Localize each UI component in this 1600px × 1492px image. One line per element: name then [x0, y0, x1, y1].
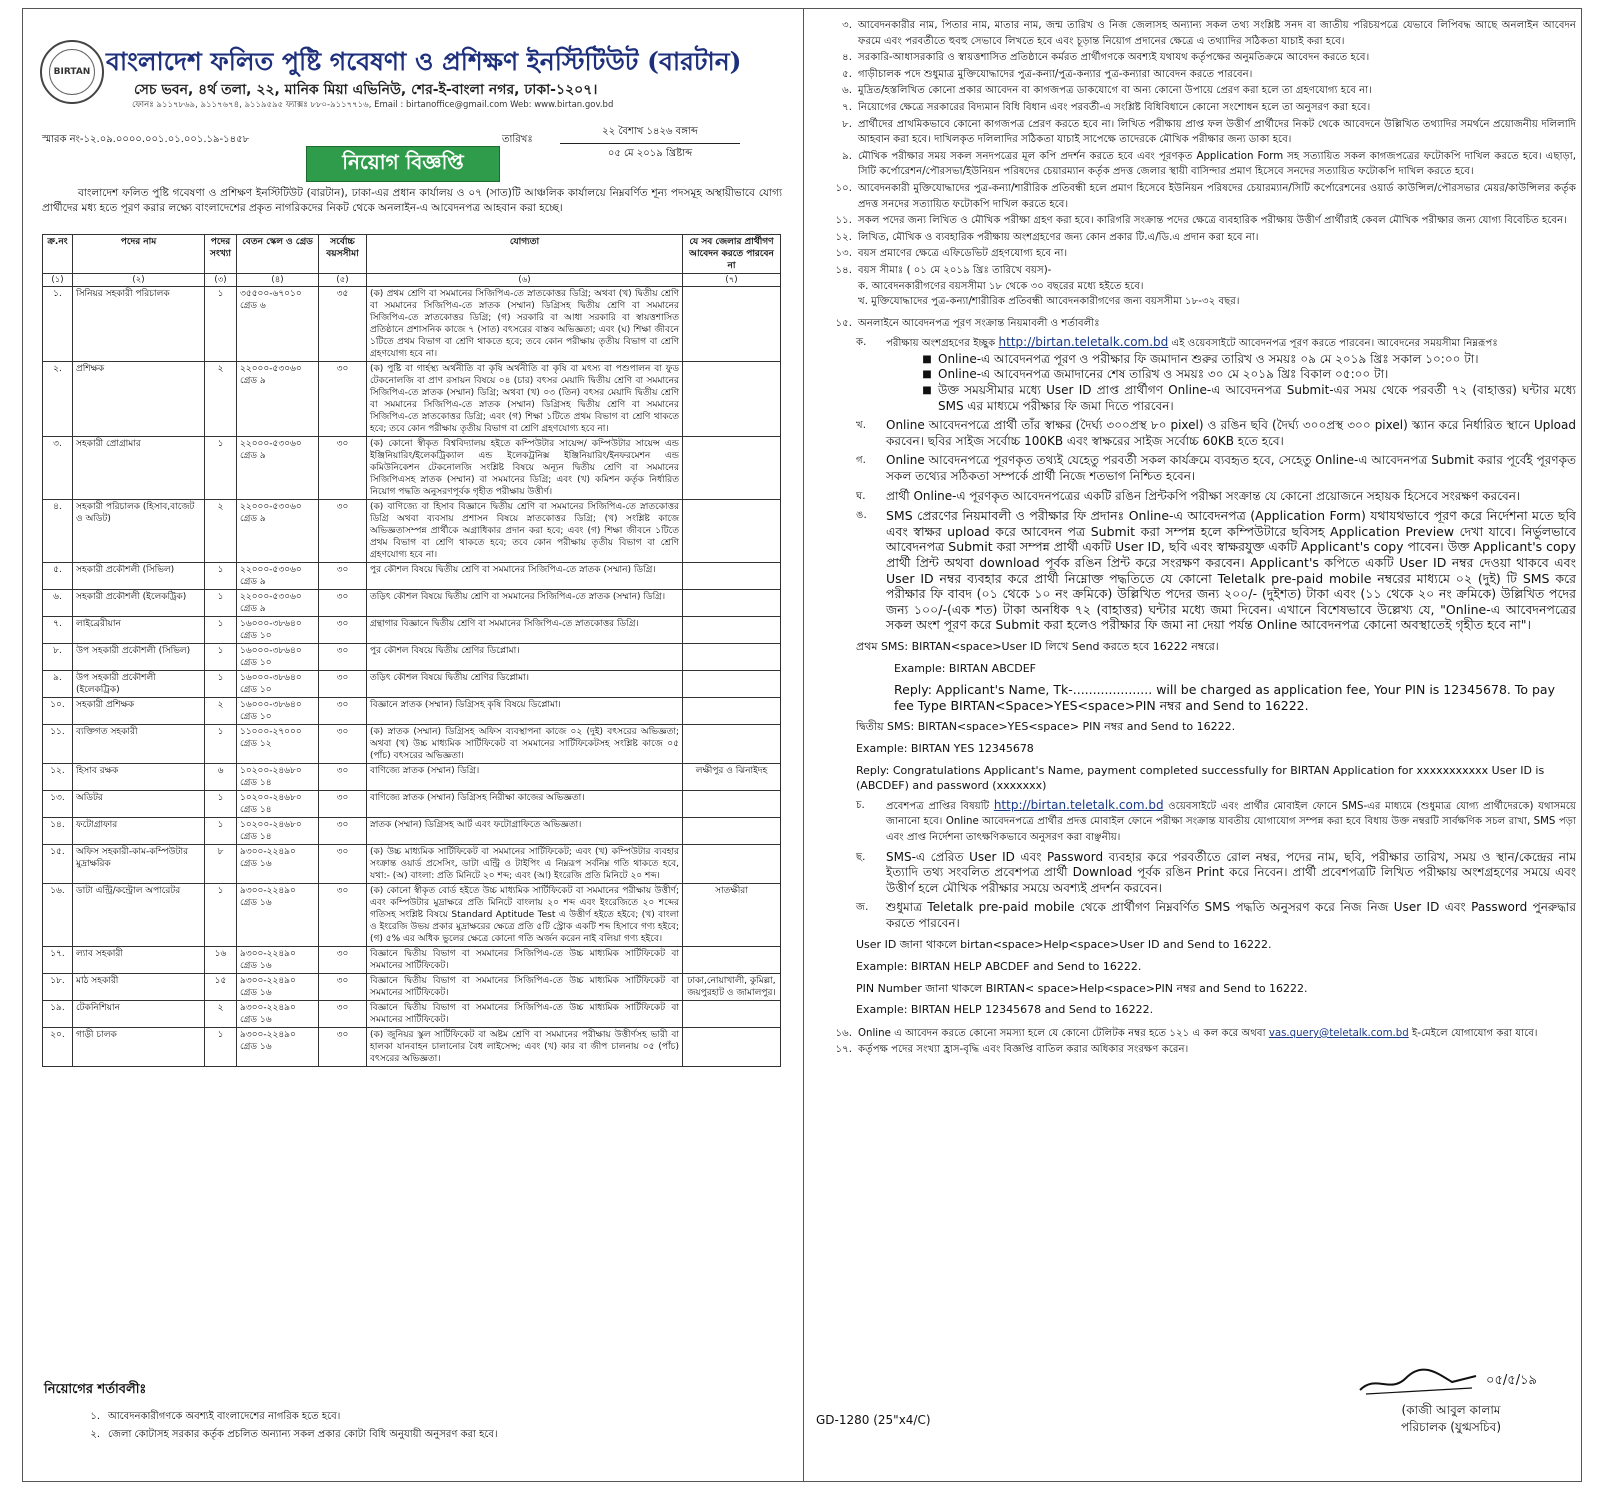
rule-15-cha: চ. প্রবেশপত্র প্রাপ্তির বিষয়টি http://birtan.teletalk.com.bd ওয়েবসাইটে এবং প্রার্থীর মোবাইল ফোনে SMS-এর মাধ্যমে (শুধুমাত্র যোগ্য প্রার্থীদেরকে) যথাসময়ে জানানো হবে। Online আবেদনপত্রে প্রার্থীর প্রদত্ত মোবাইল ফোনে পরীক্ষা সংক্রান্ত যাবতীয় যোগাযোগ সম্পন্ন করা হবে বিধায় উক্ত নম্বরটি সার্বক্ষণিক সচল রাখা, SMS পড়া এবং প্রাপ্ত নির্দেশনা তাৎক্ষণিকভাবে অনুসরণ করা বাঞ্ছনীয়। [856, 797, 1576, 843]
conditions-title: নিয়োগের শর্তাবলীঃ [44, 1382, 147, 1397]
cell-post: সহকারী প্রশিক্ষক [73, 698, 205, 725]
col-header-count: পদের সংখ্যা [205, 235, 237, 274]
rule-15-chha: ছ. SMS-এ প্রেরিত User ID এবং Password ব্যবহার করে পরবর্তীতে রোল নম্বর, পদের নাম, ছবি, পরীক্ষার তারিখ, সময় ও স্থান/কেন্দ্রের নাম ইত্যাদি তথ্য সংবলিত প্রবেশপত্র প্রার্থী Download পূর্বক রঙিন Print করে নিবেন। প্রার্থী প্রবেশপত্রটি লিখিত পরীক্ষায় অংশগ্রহণের সময়ে এবং উত্তীর্ণ হলে মৌখিক পরীক্ষার সময়ে অবশ্যই প্রদর্শন করবেন। [856, 849, 1576, 895]
cell-qualification: (ক) বাণিজ্যে বা হিসাব বিজ্ঞানে দ্বিতীয় শ্রেণি বা সমমানের সিজিপিএ-তে স্নাতকোত্তর ডিগ্রি অথবা ব্যবসায় প্রশাসন বিষয়ে স্নাতকোত্তর ডিগ্রি; (খ) সংশ্লিষ্ট কাজে অভিজ্ঞতাসম্পন্ন প্রার্থীকে অগ্রাধিকার প্রদান করা হবে; এবং (গ) শিক্ষা জীবনে ১টিতে প্রথম বিভাগ বা শ্রেণি থাকতে হবে; তবে কোন পরীক্ষায় তৃতীয় বিভাগ বা শ্রেণি গ্রহণযোগ্য হবে না। [367, 500, 683, 563]
cell-age: ৩০ [319, 563, 367, 590]
cell-district [683, 644, 781, 671]
rule-item: ১১. সকল পদের জন্য লিখিত ও মৌখিক পরীক্ষা গ্রহণ করা হবে। কারিগরি সংক্রান্ত পদের ক্ষেত্রে ব্যবহারিক পরীক্ষায় উত্তীর্ণ প্রার্থীরাই কেবল মৌখিক পরীক্ষার জন্য যোগ্য বিবেচিত হবেন। [835, 215, 1567, 227]
cell-count: ১ [205, 563, 237, 590]
cell-age: ৩৫ [319, 287, 367, 362]
notice-title: নিয়োগ বিজ্ঞপ্তি [306, 146, 500, 182]
cell-sl: ১২. [43, 764, 73, 791]
cell-district [683, 1001, 781, 1028]
table-row [43, 974, 781, 1001]
cell-district [683, 437, 781, 500]
cell-count: ১ [205, 671, 237, 698]
cell-qualification: বিজ্ঞানে স্নাতক (সম্মান) ডিগ্রিসহ কৃষি বিষয়ে ডিপ্লোমা। [367, 698, 683, 725]
cell-count: ১ [205, 437, 237, 500]
cell-district [683, 818, 781, 845]
table-row [43, 590, 781, 617]
rule-item: ৪. সরকারি-আধাসরকারি ও স্বায়ত্তশাসিত প্রতিষ্ঠানে কর্মরত প্রার্থীগণকে অবশ্যই যথাযথ কর্তৃপক্ষের অনুমতিক্রমে আবেদন করতে হবে। [842, 52, 1370, 64]
cell-sl: ১১. [43, 725, 73, 764]
cell-post: টেকনিশিয়ান [73, 1001, 205, 1028]
cell-district [683, 725, 781, 764]
table-row [43, 362, 781, 437]
left-column [36, 14, 788, 1476]
cell-district [683, 1028, 781, 1067]
cell-post: ব্যক্তিগত সহকারী [73, 725, 205, 764]
cell-count: ১ [205, 1028, 237, 1067]
rule-15-kha: খ. Online আবেদনপত্রে প্রার্থী তাঁর স্বাক্ষর (দৈর্ঘ্য ৩০০প্রস্থ ৮০ pixel) ও রঙিন ছবি (দৈর্ঘ্য ৩০০প্রস্থ ৩০০ pixel) স্ক্যান করে নির্ধারিত স্থানে Upload করবেন। ছবির সাইজ সর্বোচ্চ 100KB এবং স্বাক্ষরের সাইজ সর্বোচ্চ 60KB হতে হবে। [856, 418, 1576, 448]
cell-qualification: (ক) প্রথম শ্রেণি বা সমমানের সিজিপিএ-তে স্নাতকোত্তর ডিগ্রি; অথবা (খ) দ্বিতীয় শ্রেণি বা সমমানের সিজিপিএ-তে স্নাতক (সম্মান) ডিগ্রিসহ দ্বিতীয় শ্রেণি বা সমমানের সিজিপিএ-তে স্নাতকোত্তর ডিগ্রি; (গ) সরকারি বা আধা সরকারি বা স্বায়ত্তশাসিত প্রতিষ্ঠানে প্রশাসনিক কাজে ৭ (সাত) বৎসরের বাস্তব অভিজ্ঞতা; এবং (ঘ) শিক্ষা জীবনে ১টিতে প্রথম বিভাগ বা শ্রেণি থাকতে হবে; তবে কোন পরীক্ষায় তৃতীয় বিভাগ বা শ্রেণি গ্রহণযোগ্য হবে না। [367, 287, 683, 362]
cell-district [683, 671, 781, 698]
cell-count: ১৫ [205, 974, 237, 1001]
rule-15-ga: গ. Online আবেদনপত্রে পূরণকৃত তথ্যই যেহেতু পরবর্তী সকল কার্যক্রমে ব্যবহৃত হবে, সেহেতু Online-এ আবেদনপত্র Submit করার পূর্বেই পূরণকৃত সকল তথ্যের সঠিকতা সম্পর্কে প্রার্থী নিজে শতভাগ নিশ্চিত হবেন। [856, 453, 1576, 484]
cell-age: ৩০ [319, 791, 367, 818]
org-address: সেচ ভবন, ৪র্থ তলা, ২২, মানিক মিয়া এভিনিউ, শের-ই-বাংলা নগর, ঢাকা-১২০৭। [134, 82, 598, 98]
cell-age: ৩০ [319, 590, 367, 617]
cell-age: ৩০ [319, 671, 367, 698]
cell-post: ল্যাব সহকারী [73, 947, 205, 974]
gd-code: GD-1280 (25"x4/C) [816, 1413, 931, 1427]
cell-count: ২ [205, 698, 237, 725]
cell-age: ৩০ [319, 500, 367, 563]
cell-scale: ১১০০০-২৭০০০ গ্রেড ১২ [237, 725, 319, 764]
cell-scale: ৯৩০০-২২৪৯০ গ্রেড ১৬ [237, 974, 319, 1001]
cell-age: ৩০ [319, 362, 367, 437]
cell-district: ঢাকা,নোয়াখালী, কুমিল্লা, জয়পুরহাট ও জামালপুর। [683, 974, 781, 1001]
date-english: ০৫ মে ২০১৯ খ্রিষ্টাব্দ [607, 148, 693, 159]
cell-sl: ৯. [43, 671, 73, 698]
table-row [43, 644, 781, 671]
birtan-logo-icon [40, 40, 104, 104]
condition-item: ১. আবেদনকারীগণকে অবশ্যই বাংলাদেশের নাগরিক হতে হবে। [90, 1411, 341, 1422]
cell-count: ২ [205, 362, 237, 437]
rule-15-ja: জ. শুধুমাত্র Teletalk pre-paid mobile থেকে প্রার্থীগণ নিম্নবর্ণিত SMS পদ্ধতি অনুসরণ করে নিজ নিজ User ID এবং Password পুনরুদ্ধার করতে পারবেন। [856, 900, 1576, 930]
cell-qualification: স্নাতক (সম্মান) ডিগ্রিসহ আর্ট এবং ফটোগ্রাফিতে অভিজ্ঞতা। [367, 818, 683, 845]
cell-scale: ১৬০০০-৩৮৬৪০ গ্রেড ১০ [237, 617, 319, 644]
cell-qualification: বাণিজ্যে স্নাতক (সম্মান) ডিগ্রি। [367, 764, 683, 791]
table-row [43, 617, 781, 644]
rules-list [816, 18, 1576, 262]
table-body [43, 287, 781, 1067]
cell-district [683, 590, 781, 617]
cell-post: সহকারী প্রকৌশলী (ইলেকট্রিক) [73, 590, 205, 617]
cell-post: লাইব্রেরীয়ান [73, 617, 205, 644]
cell-count: ২ [205, 500, 237, 563]
org-contact: ফোনঃ ৯১১৭৮৬৯, ৯১১৭৬৭৪, ৯১১৯৫৯৫ ফ্যাক্সঃ ৮৮০-৯১১৭৭১৬, Email : birtanoffice@gmail.com Web: www.birtan.gov.bd [132, 100, 614, 110]
cell-sl: ৪. [43, 500, 73, 563]
rule-15-ka: ক. পরীক্ষায় অংশগ্রহণের ইচ্ছুক http://birtan.teletalk.com.bd এই ওয়েবসাইটে আবেদনপত্র পূরণ করতে পারবেন। আবেদনের সময়সীমা নিম্নরূপঃ ■ Online-এ আবেদনপত্র পূরণ ও পরীক্ষার ফি জমাদান শুরুর তারিখ ও সময়ঃ ০৯ মে ২০১৯ খ্রিঃ সকাল ১০:০০ টা। ■ Online-এ আবেদনপত্র জমাদানের শেষ তারিখ ও সময়ঃ ৩০ মে ২০১৯ খ্রিঃ বিকাল ০৫:০০ টা। ■ উক্ত সময়সীমার মধ্যে User ID প্রাপ্ত প্রার্থীগণ Online-এ আবেদনপত্র Submit-এর সময় থেকে পরবর্তী ৭২ (বাহাত্তর) ঘন্টার মধ্যে SMS এর মাধ্যমে পরীক্ষার ফি জমা দিতে পারবেন। [856, 335, 1576, 413]
cell-district [683, 563, 781, 590]
cell-qualification: (ক) কোনো স্বীকৃত বোর্ড হইতে উচ্চ মাধ্যমিক সার্টিফিকেট বা সমমানের পরীক্ষায় উত্তীর্ণ; এবং কম্পিউটার মুদ্রাক্ষরে প্রতি মিনিটে বাংলায় ২০ শব্দ এবং ইংরেজিতে ২০ শব্দের গতিসহ সংশ্লিষ্ট বিষয়ে Standard Aptitude Test এ উত্তীর্ণ হইতে হইবে; (খ) বাংলা ও ইংরেজি উভয় প্রকার মুদ্রাক্ষরের ক্ষেত্রে প্রতি ৫টি স্ট্রোক একটি শব্দ হিসাবে গণ্য হইবে; (গ) ৫% এর অধিক ভুলের ক্ষেত্রে কোনো গতি অর্জন করেন নাই বলিয়া গণ্য হইবে। [367, 884, 683, 947]
signature-icon [1336, 1364, 1566, 1402]
cell-sl: ১০. [43, 698, 73, 725]
org-name: বাংলাদেশ ফলিত পুষ্টি গবেষণা ও প্রশিক্ষণ ইনস্টিটিউট (বারটান) [106, 47, 742, 76]
cell-count: ১ [205, 617, 237, 644]
cell-sl: ২. [43, 362, 73, 437]
cell-post: ডাটা এন্ট্রি/কন্ট্রোল অপারেটর [73, 884, 205, 947]
cell-sl: ৫. [43, 563, 73, 590]
cell-post: অডিটর [73, 791, 205, 818]
cell-district: লক্ষীপুর ও ঝিনাইদহ [683, 764, 781, 791]
rule-item: ১২. লিখিত, মৌখিক ও ব্যবহারিক পরীক্ষায় অংশগ্রহণের জন্য কোন প্রকার টি.এ/ডি.এ প্রদান করা হবে না। [835, 231, 1259, 243]
table-row [43, 437, 781, 500]
table-row [43, 563, 781, 590]
intro-paragraph: বাংলাদেশ ফলিত পুষ্টি গবেষণা ও প্রশিক্ষণ ইনস্টিটিউট (বারটান), ঢাকা-এর প্রধান কার্যালয় ও ০৭ (সাত)টি আঞ্চলিক কার্যালয়ে নিম্নবর্ণিত শূন্য পদসমূহ অস্থায়ীভাবে যোগ্য প্রার্থীদের মধ্য হতে পূরণ করার লক্ষ্যে বাংলাদেশের প্রকৃত নাগরিকদের নিকট থেকে অনলাইন-এ আবেদনপত্র আহবান করা হচ্ছে। [42, 187, 782, 214]
table-row [43, 287, 781, 362]
cell-scale: ২২০০০-৫৩০৬০ গ্রেড ৯ [237, 500, 319, 563]
cell-qualification: পুর কৌশল বিষয়ে দ্বিতীয় শ্রেণির ডিপ্লোমা। [367, 644, 683, 671]
cell-district [683, 791, 781, 818]
table-row [43, 764, 781, 791]
cell-count: ৮ [205, 845, 237, 884]
cell-district [683, 500, 781, 563]
cell-sl: ১৮. [43, 974, 73, 1001]
cell-scale: ৯৩০০-২২৪৯০ গ্রেড ১৬ [237, 845, 319, 884]
cell-post: উপ সহকারী প্রকৌশলী (ইলেকট্রিক) [73, 671, 205, 698]
col-number: (৩) [205, 274, 237, 287]
cell-district [683, 617, 781, 644]
rule-item: ১০. আবেদনকারী মুক্তিযোদ্ধাদের পুত্র-কন্যা/শারীরিক প্রতিবন্ধী হলে প্রমাণ হিসেবে ইউনিয়ন পরিষদের চেয়ারম্যান/সিটি কর্পোরেশনের ওয়ার্ড কাউন্সিল/পৌরসভার মেয়র/কাউন্সিলর কর্তৃক প্রদত্ত সনদের সত্যায়িত ফটোকপি দাখিল করতে হবে। [835, 182, 1576, 210]
cell-sl: ১৩. [43, 791, 73, 818]
signature-block [1336, 1364, 1566, 1436]
cell-age: ৩০ [319, 1001, 367, 1028]
table-row [43, 791, 781, 818]
cell-scale: ৯৩০০-২২৪৯০ গ্রেড ১৬ [237, 884, 319, 947]
col-header-scale: বেতন স্কেল ও গ্রেড [237, 235, 319, 274]
help-pin: PIN Number জানা থাকলে BIRTAN< space>Help<space>PIN নম্বর and Send to 16222. [856, 981, 1308, 995]
rule-15: ১৫. অনলাইনে আবেদনপত্র পূরণ সংক্রান্ত নিয়মাবলী ও শর্তাবলীঃ [816, 316, 1576, 332]
cell-sl: ১৭. [43, 947, 73, 974]
rule-item: ৯. মৌখিক পরীক্ষার সময় সকল সনদপত্রের মূল কপি প্রদর্শন করতে হবে এবং পূরণকৃত Application Form সহ সত্যায়িত সকল কাগজপত্রের ফটোকপি দাখিল করতে হবে। এছাড়া, সিটি কর্পোরেশন/পৌরসভা/ইউনিয়ন পরিষদের চেয়ারম্যান কর্তৃক প্রদত্ত জেলার স্থায়ী বাসিন্দার প্রমাণ হিসেবে সনদের সত্যায়িত ফটোকপি দাখিল করতে হবে। [842, 150, 1576, 178]
rule-16: ১৬. Online এ আবেদন করতে কোনো সমস্যা হলে যে কোনো টেলিটক নম্বর হতে ১২১ এ কল করে অথবা vas.query@teletalk.com.bd ই-মেইলে যোগাযোগ করা যাবে। [835, 1027, 1538, 1039]
schedule-bullet: ■ Online-এ আবেদনপত্র পূরণ ও পরীক্ষার ফি জমাদান শুরুর তারিখ ও সময়ঃ ০৯ মে ২০১৯ খ্রিঃ সকাল ১০:০০ টা। [922, 351, 1479, 366]
sms-reply-1: Reply: Applicant's Name, Tk-.................... will be charged as application fee, Your PIN is 12345678. To pay fee Type BIRTAN<Space>YES<space>PIN নম্বর and Send to 16222. [894, 682, 1555, 713]
right-column [816, 18, 1576, 1473]
table-row [43, 500, 781, 563]
date-bangla: ২২ বৈশাখ ১৪২৬ বঙ্গাব্দ [560, 122, 740, 144]
cell-qualification: বিজ্ঞানে দ্বিতীয় বিভাগ বা সমমানের সিজিপিএ-তে উচ্চ মাধ্যমিক সার্টিফিকেট বা সমমানের সার্টিফিকেট। [367, 1001, 683, 1028]
cell-qualification: (ক) পুষ্টি বা গার্হস্থ্য অর্থনীতি বা কৃষি অর্থনীতি বা কৃষি বা মৎস্য বা পশুপালন বা ফুড টেকনোলজি বা প্রাণ রসায়ন বিষয়ে ০৪ (চার) বৎসর মেয়াদি দ্বিতীয় শ্রেণি বা সমমানের সিজিপিএ-তে স্নাতক (সম্মান) ডিগ্রি; অথবা (খ) ০৩ (তিন) বৎসর মেয়াদি দ্বিতীয় শ্রেণি বা সমমানের সিজিপিএ-তে স্নাতক (সম্মান) ডিগ্রিসহ দ্বিতীয় শ্রেণি বা সমমানের সিজিপিএ-তে স্নাতকোত্তর ডিগ্রি; এবং (গ) শিক্ষা ১টিতে প্রথম বিভাগ বা শ্রেণি থাকতে হবে; তবে কোন পরীক্ষায় তৃতীয় বিভাগ বা শ্রেণি গ্রহণযোগ্য হবে না। [367, 362, 683, 437]
rule-14-text: বয়স সীমাঃ ( ০১ মে ২০১৯ খ্রিঃ তারিখে বয়স)- [858, 264, 1052, 276]
col-number: (২) [73, 274, 205, 287]
sms-example-1: Example: BIRTAN ABCDEF [894, 661, 1036, 675]
cell-qualification: (ক) স্নাতক (সম্মান) ডিগ্রিসহ অফিস ব্যবস্থাপনা কাজে ০২ (দুই) বৎসরের অভিজ্ঞতা; অথবা (খ) উচ্চ মাধ্যমিক সার্টিফিকেট বা সমমানের সার্টিফিকেটসহ সংশ্লিষ্ট কাজে ০৫ (পাঁচ) বৎসরের অভিজ্ঞতা। [367, 725, 683, 764]
cell-qualification: বিজ্ঞানে দ্বিতীয় বিভাগ বা সমমানের সিজিপিএ-তে উচ্চ মাধ্যমিক সার্টিফিকেট বা সমমানের সার্টিফিকেট। [367, 974, 683, 1001]
help-example-1: Example: BIRTAN HELP ABCDEF and Send to 16222. [856, 960, 1142, 974]
cell-post: গাড়ী চালক [73, 1028, 205, 1067]
cell-age: ৩০ [319, 884, 367, 947]
col-number: (৭) [683, 274, 781, 287]
cell-post: সহকারী প্রকৌশলী (সিভিল) [73, 563, 205, 590]
cell-qualification: তড়িৎ কৌশল বিষয়ে দ্বিতীয় শ্রেণি বা সমমানের সিজিপিএ-তে স্নাতক (সম্মান) ডিগ্রি। [367, 590, 683, 617]
cell-count: ১ [205, 725, 237, 764]
cell-scale: ২২০০০-৫৩০৬০ গ্রেড ৯ [237, 362, 319, 437]
cell-scale: ৯৩০০-২২৪৯০ গ্রেড ১৬ [237, 947, 319, 974]
cell-age: ৩০ [319, 845, 367, 884]
cell-qualification: (ক) কোনো স্বীকৃত বিশ্ববিদ্যালয় হইতে কম্পিউটার সায়েন্স/ কম্পিউটার সায়েন্স এন্ড ইঞ্জিনিয়ারিং/ইলেকট্রিক্যাল এন্ড ইলেকট্রনিক্স ইঞ্জিনিয়ারিং/ইনফরমেশন এন্ড কমিউনিকেশন টেকনোলজি সংশ্লিষ্ট বিষয়ে অন্যূন দ্বিতীয় শ্রেণি বা সমমানের সিজিপিএসহ স্নাতক (সম্মান) বা সমমানের ডিগ্রি; এবং (খ) কমিশন কর্তৃক নির্ধারিত নিয়োগ পদ্ধতি অনুসরণপূর্বক গৃহীত পরীক্ষায় উত্তীর্ণ। [367, 437, 683, 500]
signature-date: ০৫/৫/১৯ [1486, 1373, 1537, 1388]
cell-district [683, 698, 781, 725]
cell-scale: ২২০০০-৫৩০৬০ গ্রেড ৯ [237, 437, 319, 500]
rule-17: ১৭. কর্তৃপক্ষ পদের সংখ্যা হ্রাস-বৃদ্ধি এবং বিজ্ঞপ্তি বাতিল করার অধিকার সংরক্ষণ করেন। [835, 1044, 1189, 1056]
cell-district [683, 947, 781, 974]
cell-scale: ৯৩০০-২২৪৯০ গ্রেড ১৬ [237, 1001, 319, 1028]
cell-scale: ১০২০০-২৪৬৮০ গ্রেড ১৪ [237, 818, 319, 845]
cell-age: ৩০ [319, 1028, 367, 1067]
cell-post: হিসাব রক্ষক [73, 764, 205, 791]
column-divider [803, 8, 804, 1482]
cell-post: মাঠ সহকারী [73, 974, 205, 1001]
cell-age: ৩০ [319, 644, 367, 671]
table-header-row [43, 235, 781, 274]
sms-example-2: Example: BIRTAN YES 12345678 [856, 741, 1034, 755]
cell-age: ৩০ [319, 818, 367, 845]
cell-age: ৩০ [319, 947, 367, 974]
cell-district: সাতক্ষীরা [683, 884, 781, 947]
cell-qualification: (ক) উচ্চ মাধ্যমিক সার্টিফিকেট বা সমমানের সার্টিফিকেট; এবং (খ) কম্পিউটার ব্যবহার সংক্রান্ত ওয়ার্ড প্রসেসিং, ডাটা এন্ট্রি ও টাইপিং এ নিম্নরূপ সর্বনিম্ন গতি থাকতে হবে, যথা:- (অ) বাংলা: প্রতি মিনিটে ২০ শব্দ; এবং (আ) ইংরেজি প্রতি মিনিটে ২০ শব্দ। [367, 845, 683, 884]
cell-scale: ৯৩০০-২২৪৯০ গ্রেড ১৬ [237, 1028, 319, 1067]
table-number-row [43, 274, 781, 287]
rule-15-umo: ঙ. SMS প্রেরণের নিয়মাবলী ও পরীক্ষার ফি প্রদানঃ Online-এ আবেদনপত্র (Application Form) যথাযথভাবে পূরণ করে নির্দেশনা মতে ছবি এবং স্বাক্ষর upload করে আবেদন পত্র Submit করা সম্পন্ন হলে কম্পিউটারে ছবিসহ Application Preview দেখা যাবে। নির্ভুলভাবে আবেদনপত্র Submit করা সম্পন্ন প্রার্থী একটি User ID, ছবি এবং স্বাক্ষরযুক্ত একটি Applicant's copy পাবেন। উক্ত Applicant's copy প্রার্থী প্রিন্ট অথবা download পূর্বক রঙিন প্রিন্ট করে সংরক্ষণ করবেন। Applicant's কপিতে একটি User ID নম্বর দেওয়া থাকবে এবং User ID নম্বর ব্যবহার করে প্রার্থী নিম্নোক্ত পদ্ধতিতে যে কোনো Teletalk pre-paid mobile নম্বরের মাধ্যমে ০২ (দুই) টি SMS করে পরীক্ষার ফি বাবদ (০১ থেকে ১০ নং ক্রমিকে) উল্লিখিত পদের জন্য ২০০/- (দুইশত) টাকা এবং (১১ থেকে ২০ নং ক্রমিকে) উল্লিখিত পদের জন্য ১০০/-(এক শত) টাকা অনধিক ৭২ (বাহাত্তর) ঘন্টার মধ্যে জমা দিবেন। এখানে বিশেষভাবে উল্লেখ্য যে, "Online-এ আবেদনপত্রের সকল অংশ পূরণ করে Submit করা হলেও পরীক্ষার ফি জমা না দেয়া পর্যন্ত Online আবেদনপত্র কোনো অবস্থাতেই গৃহীত হবে না"। [856, 508, 1576, 633]
cell-sl: ১৫. [43, 845, 73, 884]
cell-district [683, 287, 781, 362]
signer-name: (কাজী আবুল কালাম [1401, 1403, 1501, 1417]
rule-item: ১৩. বয়স প্রমাণের ক্ষেত্রে এফিডেভিট গ্রহণযোগ্য হবে না। [835, 248, 1068, 260]
cell-scale: ৩৫৫০০-৬৭০১০ গ্রেড ৬ [237, 287, 319, 362]
letterhead [36, 14, 788, 174]
help-userid: User ID জানা থাকলে birtan<space>Help<space>User ID and Send to 16222. [856, 938, 1272, 952]
cell-sl: ৩. [43, 437, 73, 500]
table-row [43, 884, 781, 947]
cell-count: ১ [205, 791, 237, 818]
cell-scale: ১০২০০-২৪৬৮০ গ্রেড ১৪ [237, 764, 319, 791]
schedule-bullet: ■ উক্ত সময়সীমার মধ্যে User ID প্রাপ্ত প্রার্থীগণ Online-এ আবেদনপত্র Submit-এর সময় থেকে পরবর্তী ৭২ (বাহাত্তর) ঘন্টার মধ্যে SMS এর মাধ্যমে পরীক্ষার ফি জমা দিতে পারবেন। [922, 383, 1576, 413]
rule-14-b: খ. মুক্তিযোদ্ধাদের পুত্র-কন্যা/শারীরিক প্রতিবন্ধী আবেদনকারীগণের জন্য বয়সসীমা ১৮-৩২ বছর। [858, 296, 1240, 308]
table-row [43, 1028, 781, 1067]
application-site-link[interactable]: http://birtan.teletalk.com.bd [998, 335, 1169, 350]
schedule-bullet: ■ Online-এ আবেদনপত্র জমাদানের শেষ তারিখ ও সময়ঃ ৩০ মে ২০১৯ খ্রিঃ বিকাল ০৫:০০ টা। [922, 367, 1389, 382]
signer-title: পরিচালক (যুগ্মসচিব) [1400, 1420, 1502, 1434]
col-header-sl: ক্র.নং [43, 235, 73, 274]
date-label: তারিখঃ [502, 134, 533, 145]
table-row [43, 725, 781, 764]
cell-qualification: তড়িৎ কৌশল বিষয়ে দ্বিতীয় শ্রেণির ডিপ্লোমা। [367, 671, 683, 698]
cell-scale: ১৬০০০-৩৮৬৪০ গ্রেড ১০ [237, 671, 319, 698]
col-number: (৪) [237, 274, 319, 287]
table-row [43, 947, 781, 974]
cell-qualification: (ক) জুনিয়র স্কুল সার্টিফিকেট বা অষ্টম শ্রেণি বা সমমানের পরীক্ষায় উত্তীর্ণসহ ভারী বা হালকা যানবাহন চালানোর বৈধ লাইসেন্স; এবং (খ) কার বা জীপ চালনায় ০৫ (পাঁচ) বৎসরের অভিজ্ঞতা। [367, 1028, 683, 1067]
cell-qualification: গ্রন্থাগার বিজ্ঞানে দ্বিতীয় শ্রেণি বা সমমানের সিজিপিএ-তে স্নাতকোত্তর ডিগ্রি। [367, 617, 683, 644]
cell-count: ১ [205, 644, 237, 671]
cell-count: ১ [205, 590, 237, 617]
col-header-age: সর্বোচ্চ বয়সসীমা [319, 235, 367, 274]
cell-age: ৩০ [319, 974, 367, 1001]
cell-sl: ৬. [43, 590, 73, 617]
cell-district [683, 845, 781, 884]
cell-count: ১ [205, 818, 237, 845]
cell-count: ২ [205, 1001, 237, 1028]
cell-age: ৩০ [319, 725, 367, 764]
cell-sl: ২০. [43, 1028, 73, 1067]
table-row [43, 1001, 781, 1028]
cell-qualification: বাণিজ্যে স্নাতক (সম্মান) ডিগ্রিসহ নিরীক্ষা কাজের অভিজ্ঞতা। [367, 791, 683, 818]
cell-sl: ৭. [43, 617, 73, 644]
support-email-link[interactable]: vas.query@teletalk.com.bd [1268, 1027, 1409, 1039]
memo-number: স্মারক নং-১২.০৯.০০০০.০০১.০১.০০১.১৯-১৪৫৮ [42, 134, 250, 145]
cell-qualification: বিজ্ঞানে দ্বিতীয় বিভাগ বা সমমানের সিজিপিএ-তে উচ্চ মাধ্যমিক সার্টিফিকেট বা সমমানের সার্টিফিকেট। [367, 947, 683, 974]
cell-sl: ১৯. [43, 1001, 73, 1028]
cell-sl: ১৪. [43, 818, 73, 845]
table-row [43, 671, 781, 698]
rule-15-text: অনলাইনে আবেদনপত্র পূরণ সংক্রান্ত নিয়মাবলী ও শর্তাবলীঃ [858, 317, 1100, 329]
col-header-district: যে সব জেলার প্রার্থীগণ আবেদন করতে পারবেন না [683, 235, 781, 274]
cell-post: সহকারী প্রোগ্রামার [73, 437, 205, 500]
rule-item: ৬. মুদ্রিত/হস্তলিখিত কোনো প্রকার আবেদন বা কাগজপত্র ডাকযোগে বা অন্য কোনো উপায়ে প্রেরণ করা হলে তা গ্রহণযোগ্য হবে না। [842, 85, 1372, 97]
cell-sl: ১৬. [43, 884, 73, 947]
cell-age: ৩০ [319, 698, 367, 725]
cell-post: ফটোগ্রাফার [73, 818, 205, 845]
cell-count: ১ [205, 884, 237, 947]
rule-item: ৮. প্রার্থীদের প্রাথমিকভাবে কোনো কাগজপত্র প্রেরণ করতে হবে না। লিখিত পরীক্ষায় প্রাপ্ত ফল উত্তীর্ণ প্রার্থীদের নিকট থেকে আবেদনে উল্লিখিত তথ্যাদির সমর্থনে প্রয়োজনীয় দলিলাদি আহবান করা হবে। দাখিলকৃত দলিলাদির সঠিকতা যাচাই সাপেক্ষে তাদেরকে মৌখিক পরীক্ষার জন্য ডাকা হবে। [842, 118, 1576, 146]
cell-scale: ১৬০০০-৩৮৬৪০ গ্রেড ১০ [237, 698, 319, 725]
cell-district [683, 362, 781, 437]
col-number: (৬) [367, 274, 683, 287]
col-header-qualification: যোগ্যতা [367, 235, 683, 274]
table-row [43, 818, 781, 845]
cell-sl: ১. [43, 287, 73, 362]
vacancy-table [42, 234, 781, 1067]
rule-item: ৭. নিয়োগের ক্ষেত্রে সরকারের বিদ্যমান বিধি বিধান এবং পরবর্তী-এ সংশ্লিষ্ট বিধিবিধানে কোনো সংশোধন হলে তা অনুসরণ করা হবে। [842, 101, 1371, 113]
table-row [43, 698, 781, 725]
table-row [43, 845, 781, 884]
sms-reply-2: Reply: Congratulations Applicant's Name, payment completed successfully for BIRTAN Application for xxxxxxxxxxx User ID is (ABCDEF) and password (xxxxxxx) [856, 763, 1545, 793]
rule-15-gha: ঘ. প্রার্থী Online-এ পূরণকৃত আবেদনপত্রের একটি রঙিন প্রিন্টকপি পরীক্ষা সংক্রান্ত যে কোনো প্রয়োজনে সহায়ক হিসেবে সংরক্ষণ করবেন। [856, 488, 1521, 503]
col-number: (৫) [319, 274, 367, 287]
cell-count: ১৬ [205, 947, 237, 974]
logo-text: BIRTAN [49, 49, 95, 95]
cell-age: ৩০ [319, 764, 367, 791]
cell-count: ১ [205, 287, 237, 362]
cell-age: ৩০ [319, 617, 367, 644]
admit-card-site-link[interactable]: http://birtan.teletalk.com.bd [993, 797, 1164, 812]
cell-sl: ৮. [43, 644, 73, 671]
conditions-list [44, 1408, 784, 1444]
col-header-post: পদের নাম [73, 235, 205, 274]
sms-first: প্রথম SMS: BIRTAN<space>User ID লিখে Send করতে হবে 16222 নম্বরে। [856, 639, 1219, 653]
col-number: (১) [43, 274, 73, 287]
cell-post: সিনিয়র সহকারী পরিচালক [73, 287, 205, 362]
cell-post: প্রশিক্ষক [73, 362, 205, 437]
cell-qualification: পুর কৌশল বিষয়ে দ্বিতীয় শ্রেণি বা সমমানের সিজিপিএ-তে স্নাতক (সম্মান) ডিগ্রি। [367, 563, 683, 590]
cell-scale: ১০২০০-২৪৬৮০ গ্রেড ১৪ [237, 791, 319, 818]
cell-count: ৬ [205, 764, 237, 791]
rule-item: ৫. গাড়ীচালক পদে শুধুমাত্র মুক্তিযোদ্ধাদের পুত্র-কন্যা/পুত্র-কন্যার পুত্র-কন্যারা আবেদন করতে পারবেন। [842, 68, 1253, 80]
rule-item: ৩. আবেদনকারীর নাম, পিতার নাম, মাতার নাম, জন্ম তারিখ ও নিজ জেলাসহ অন্যান্য সকল তথ্য সংশ্লিষ্ট সনদ বা জাতীয় পরিচয়পত্রে যেভাবে লিপিবদ্ধ আছে অনলাইন আবেদন ফরমে এবং পরবর্তীতে হুবহু সেভাবে লিখতে হবে এবং চূড়ান্ত নিয়োগ প্রদানের ক্ষেত্রে এ তথ্যাদির সঠিকতা যাচাই করা হবে। [842, 20, 1576, 47]
help-example-2: Example: BIRTAN HELP 12345678 and Send to 16222. [856, 1003, 1154, 1017]
cell-scale: ১৬০০০-৩৮৬৪০ গ্রেড ১০ [237, 644, 319, 671]
cell-post: সহকারী পরিচালক (হিসাব,বাজেট ও অডিট) [73, 500, 205, 563]
sms-second: দ্বিতীয় SMS: BIRTAN<space>YES<space> PIN নম্বর and Send to 16222. [856, 720, 1236, 734]
rule-14: ১৪. বয়স সীমাঃ ( ০১ মে ২০১৯ খ্রিঃ তারিখে বয়স)- ক. আবেদনকারীগণের বয়সসীমা ১৮ থেকে ৩০ বছরের মধ্যে হইতে হবে। খ. মুক্তিযোদ্ধাদের পুত্র-কন্যা/শারীরিক প্রতিবন্ধী আবেদনকারীগণের জন্য বয়সসীমা ১৮-৩২ বছর। [816, 263, 1576, 310]
cell-scale: ২২০০০-৫৩০৬০ গ্রেড ৯ [237, 563, 319, 590]
condition-item: ২. জেলা কোটাসহ সরকার কর্তৃক প্রচলিত অন্যান্য সকল প্রকার কোটা বিধি অনুযায়ী অনুসরণ করা হবে। [90, 1429, 498, 1440]
rule-14-a: ক. আবেদনকারীগণের বয়সসীমা ১৮ থেকে ৩০ বছরের মধ্যে হইতে হবে। [858, 280, 1144, 292]
cell-scale: ২২০০০-৫৩০৬০ গ্রেড ৯ [237, 590, 319, 617]
cell-post: উপ সহকারী প্রকৌশলী (সিভিল) [73, 644, 205, 671]
cell-age: ৩০ [319, 437, 367, 500]
cell-post: অফিস সহকারী-কাম-কম্পিউটার মুদ্রাক্ষরিক [73, 845, 205, 884]
